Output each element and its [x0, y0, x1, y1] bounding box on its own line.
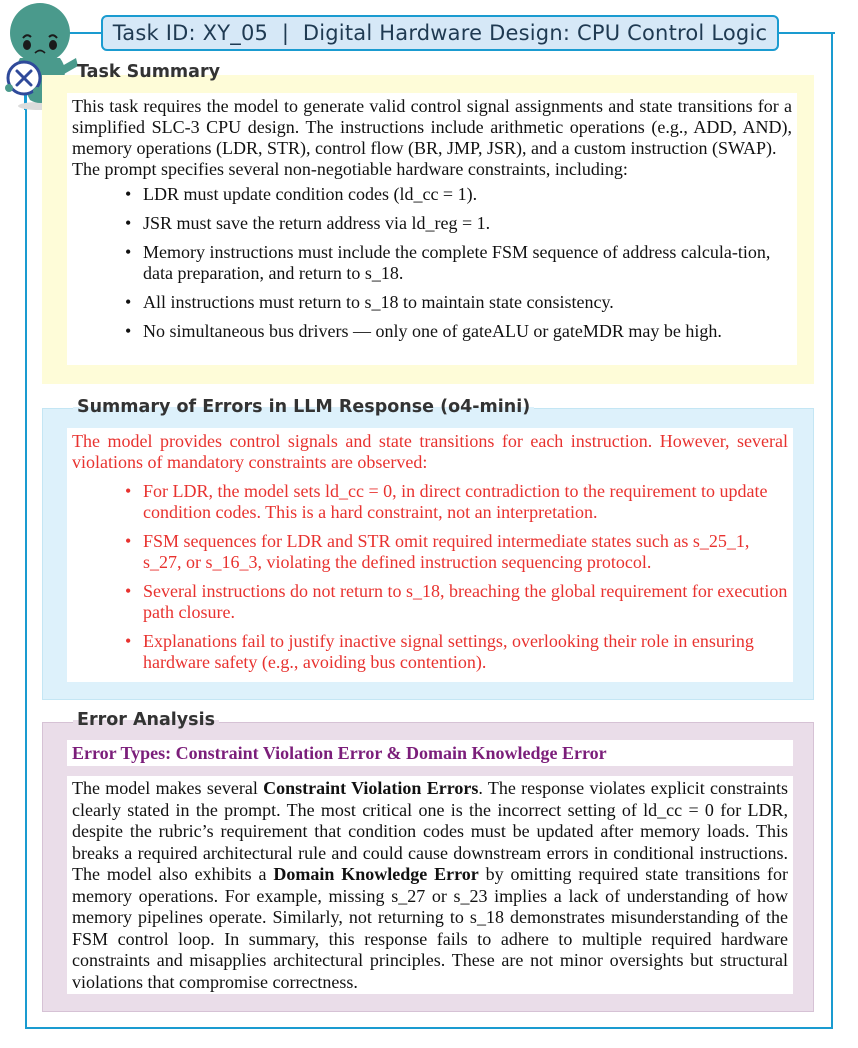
- list-item: • JSR must save the return address via ld_reg = 1.: [125, 213, 491, 233]
- bullet-icon: •: [125, 242, 132, 262]
- task-summary-intro: This task requires the model to generate valid control signal assignments and state transitions for a simplified SLC-3 CPU design. The instructions include arithmetic operations (e.g., ADD, AND), memory operations (LDR, STR), control flow (BR, JMP, JSR), and a custom instruction (SWAP).: [72, 96, 792, 158]
- constraints-list: [72, 184, 792, 342]
- error-types-line: Error Types: Constraint Violation Error & Domain Knowledge Error: [72, 743, 607, 763]
- bullet-icon: •: [125, 631, 132, 651]
- error-summary-intro: The model provides control signals and state transitions for each instruction. However, several violations of mandatory constraints are observed:: [72, 431, 788, 472]
- bullet-icon: •: [125, 321, 132, 341]
- list-item: • For LDR, the model sets ld_cc = 0, in direct contradiction to the requirement to update condition codes. This is a hard constraint, not an interpretation.: [125, 481, 768, 522]
- list-item: • No simultaneous bus drivers — only one of gateALU or gateMDR may be high.: [125, 321, 722, 341]
- list-item: • Memory instructions must include the complete FSM sequence of address calcula-tion, data preparation, and return to s_18.: [125, 242, 771, 283]
- task-summary-lead: The prompt specifies several non-negotiable hardware constraints, including:: [72, 159, 628, 179]
- bullet-icon: •: [125, 184, 132, 204]
- list-item: • Explanations fail to justify inactive signal settings, overlooking their role in ensuring hardware safety (e.g., avoiding bus contention).: [125, 631, 754, 672]
- domain-knowledge-term: Domain Knowledge Error: [273, 864, 479, 884]
- task-summary-card: [67, 93, 797, 365]
- error-types-card: [67, 740, 793, 766]
- task-title-text: Task ID: XY_05 | Digital Hardware Design: CPU Control Logic: [112, 21, 768, 45]
- list-item: • Several instructions do not return to s_18, breaching the global requirement for execution path closure.: [125, 581, 788, 622]
- error-analysis-paragraph: The model makes several Constraint Violation Errors. The response violates explicit constraints clearly stated in the prompt. The most critical one is the incorrect setting of ld_cc = 0 for LDR, despite the rubric’s requirement that condition codes must be updated after memory loads. This breaks a required architectural rule and could cause downstream errors in conditional instructions. The model also exhibits a Domain Knowledge Error by omitting required state transitions for memory operations. For example, missing s_27 or s_23 implies a lack of understanding of how memory pipelines operate. Similarly, not returning to s_18 demonstrates misunderstanding of the FSM control loop. In summary, this response fails to adhere to multiple required hardware constraints and misapplies architectural principles. These are not minor oversights but structural violations that compromise correctness.: [72, 778, 788, 992]
- constraint-violation-term: Constraint Violation Errors: [263, 778, 479, 798]
- bullet-icon: •: [125, 292, 132, 312]
- error-analysis-card: [67, 776, 793, 994]
- list-item: • FSM sequences for LDR and STR omit required intermediate states such as s_25_1, s_27, or s_16_3, violating the defined instruction sequencing protocol.: [125, 531, 750, 572]
- bullet-icon: •: [125, 581, 132, 601]
- list-item: • All instructions must return to s_18 to maintain state consistency.: [125, 292, 614, 312]
- list-item: • LDR must update condition codes (ld_cc = 1).: [125, 184, 478, 204]
- bullet-icon: •: [125, 531, 132, 551]
- error-list: [72, 481, 788, 673]
- task-summary-heading: Task Summary: [77, 62, 221, 82]
- frame-top-right-line: [778, 32, 835, 34]
- error-summary-card: [67, 428, 793, 682]
- bullet-icon: •: [125, 481, 132, 501]
- task-title-banner: [101, 15, 779, 51]
- error-summary-heading: Summary of Errors in LLM Response (o4-mini): [73, 397, 534, 417]
- error-analysis-heading: Error Analysis: [73, 710, 219, 730]
- bullet-icon: •: [125, 213, 132, 233]
